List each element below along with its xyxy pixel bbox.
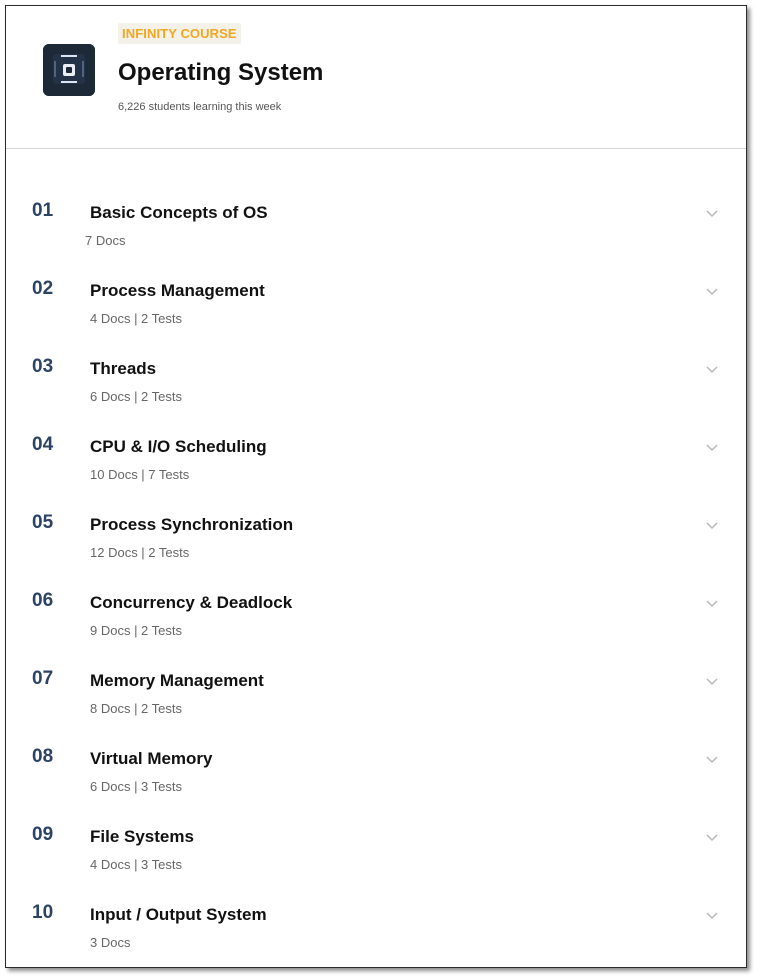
chapter-content-count: 12 Docs | 2 Tests [90, 545, 190, 560]
course-badge: INFINITY COURSE [118, 23, 241, 44]
chapter-number: 10 [32, 902, 54, 923]
chapter-number: 08 [32, 746, 54, 767]
chevron-down-icon[interactable] [705, 208, 719, 218]
chapter-row[interactable] [6, 664, 746, 742]
chevron-down-icon[interactable] [705, 676, 719, 686]
chapter-row[interactable] [6, 196, 746, 274]
chapter-content-count: 10 Docs | 7 Tests [90, 467, 190, 482]
chapter-content-count: 4 Docs | 2 Tests [90, 311, 183, 326]
chapter-title: Process Management [90, 281, 265, 300]
chapter-number: 02 [32, 278, 54, 299]
chapter-title: Process Synchronization [90, 515, 294, 534]
chevron-down-icon[interactable] [705, 364, 719, 374]
chevron-down-icon[interactable] [705, 754, 719, 764]
chapter-row[interactable] [6, 898, 746, 968]
chapter-title: Input / Output System [90, 905, 267, 924]
chapter-number: 07 [32, 668, 54, 689]
chapter-content-count: 3 Docs [90, 935, 131, 950]
students-learning-count: 6,226 students learning this week [118, 101, 282, 113]
chapter-row[interactable] [6, 586, 746, 664]
chapter-title: Virtual Memory [90, 749, 213, 768]
chapter-content-count: 9 Docs | 2 Tests [90, 623, 183, 638]
chapter-title: Basic Concepts of OS [90, 203, 268, 222]
chapter-content-count: 6 Docs | 3 Tests [90, 779, 183, 794]
chapter-title: Memory Management [90, 671, 264, 690]
chapter-row[interactable] [6, 508, 746, 586]
chapter-number: 01 [32, 200, 54, 221]
chapter-number: 04 [32, 434, 54, 455]
chapter-row[interactable] [6, 352, 746, 430]
chapter-title: CPU & I/O Scheduling [90, 437, 267, 456]
chapter-row[interactable] [6, 820, 746, 898]
chapter-number: 05 [32, 512, 54, 533]
course-card [5, 5, 747, 968]
chevron-down-icon[interactable] [705, 910, 719, 920]
course-title: Operating System [118, 59, 324, 86]
chapter-content-count: 8 Docs | 2 Tests [90, 701, 183, 716]
chapter-title: File Systems [90, 827, 194, 846]
chapter-number: 03 [32, 356, 54, 377]
chapter-content-count: 4 Docs | 3 Tests [90, 857, 183, 872]
course-header [6, 6, 746, 149]
chapter-row[interactable] [6, 742, 746, 820]
chapter-title: Concurrency & Deadlock [90, 593, 293, 612]
chapter-row[interactable] [6, 430, 746, 508]
chevron-down-icon[interactable] [705, 520, 719, 530]
os-course-thumbnail-icon[interactable] [43, 44, 95, 96]
chevron-down-icon[interactable] [705, 598, 719, 608]
chapter-title: Threads [90, 359, 157, 378]
chapter-content-count: 7 Docs [85, 233, 126, 248]
chapter-content-count: 6 Docs | 2 Tests [90, 389, 183, 404]
chapter-number: 09 [32, 824, 54, 845]
chevron-down-icon[interactable] [705, 832, 719, 842]
chapter-list [6, 196, 746, 968]
chevron-down-icon[interactable] [705, 286, 719, 296]
chapter-row[interactable] [6, 274, 746, 352]
chevron-down-icon[interactable] [705, 442, 719, 452]
chapter-number: 06 [32, 590, 54, 611]
